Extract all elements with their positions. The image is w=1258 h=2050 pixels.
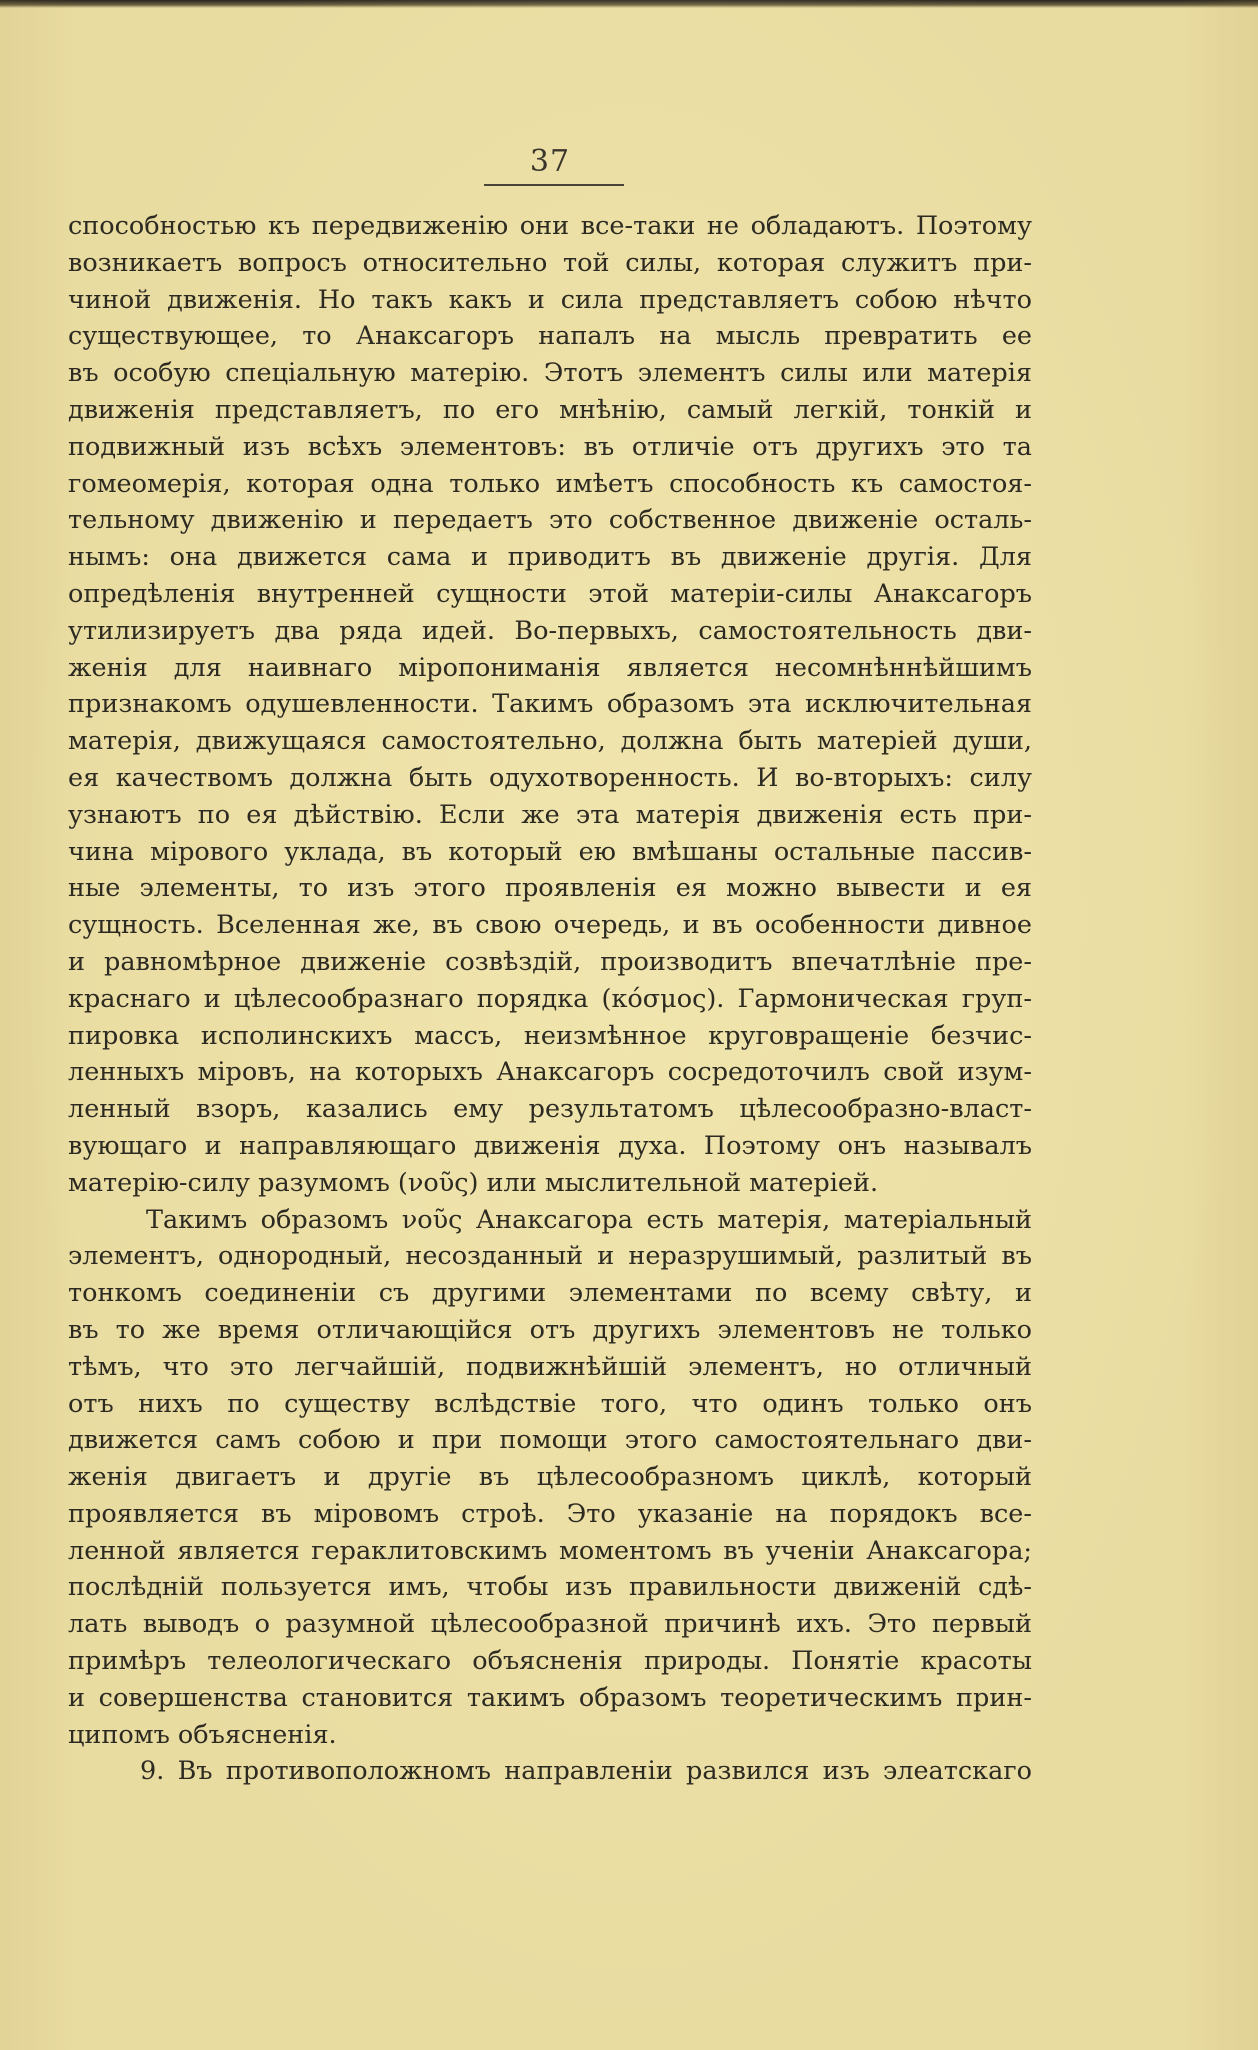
text-line-section-start: 9. Въ противоположномъ направленіи развился изъ элеатскаго — [140, 1756, 1032, 1787]
text-line: возникаетъ вопросъ относительно той силы, которая служитъ при- — [68, 247, 1032, 278]
text-line: узнаютъ по ея дѣйствію. Если же эта матерія движенія есть при- — [68, 799, 1032, 830]
text-line: и совершенства становится такимъ образомъ теоретическимъ прин- — [68, 1682, 1032, 1713]
text-line: матерія, движущаяся самостоятельно, должна быть матеріей души, — [68, 726, 1032, 757]
text-line: проявляется въ міровомъ строѣ. Это указаніе на порядокъ все- — [68, 1498, 1032, 1529]
text-line: лать выводъ о разумной цѣлесообразной причинѣ ихъ. Это первый — [68, 1609, 1032, 1640]
text-line-paragraph-start: Такимъ образомъ νοῦς Анаксагора есть матерія, матеріальный — [146, 1204, 1032, 1235]
text-line: пировка исполинскихъ массъ, неизмѣнное круговращеніе безчис- — [68, 1020, 1032, 1051]
text-line: существующее, то Анаксагоръ напалъ на мысль превратить ее — [68, 321, 1032, 352]
text-line: отъ нихъ по существу вслѣдствіе того, что одинъ только онъ — [68, 1388, 1032, 1419]
text-line: ленныхъ міровъ, на которыхъ Анаксагоръ сосредоточилъ свой изум- — [68, 1057, 1032, 1088]
text-line: въ особую спеціальную матерію. Этотъ элементъ силы или матерія — [68, 358, 1032, 389]
text-line: элементъ, однородный, несозданный и неразрушимый, разлитый въ — [68, 1241, 1032, 1272]
text-line: подвижный изъ всѣхъ элементовъ: въ отличіе отъ другихъ это та — [68, 431, 1032, 462]
text-line: примѣръ телеологическаго объясненія природы. Понятіе красоты — [68, 1646, 1032, 1677]
text-line: краснаго и цѣлесообразнаго порядка (κόσμος). Гармоническая груп- — [68, 983, 1032, 1014]
body-text — [68, 208, 1032, 1790]
text-line: женія двигаетъ и другіе въ цѣлесообразномъ циклѣ, который — [68, 1462, 1032, 1493]
text-line: ные элементы, то изъ этого проявленія ея можно вывести и ея — [68, 873, 1032, 904]
text-line: признакомъ одушевленности. Такимъ образомъ эта исключительная — [68, 689, 1032, 720]
text-line: тѣмъ, что это легчайшій, подвижнѣйшій элементъ, но отличный — [68, 1351, 1032, 1382]
text-line: ленной является гераклитовскимъ моментомъ въ ученіи Анаксагора; — [68, 1535, 1032, 1566]
text-line: чиной движенія. Но такъ какъ и сила представляетъ собою нѣчто — [68, 284, 1032, 315]
text-line: и равномѣрное движеніе созвѣздій, производитъ впечатлѣніе пре- — [68, 946, 1032, 977]
text-line: тельному движенію и передаетъ это собственное движеніе осталь- — [68, 505, 1032, 536]
text-line-paragraph-end: ципомъ объясненія. — [68, 1719, 337, 1750]
text-line: движется самъ собою и при помощи этого самостоятельнаго дви- — [68, 1425, 1032, 1456]
page-number-rule — [484, 184, 624, 186]
page-number: 37 — [529, 144, 571, 179]
text-line: сущность. Вселенная же, въ свою очередь, и въ особенности дивное — [68, 910, 1032, 941]
text-line: утилизируетъ два ряда идей. Во-первыхъ, самостоятельность дви- — [68, 615, 1032, 646]
text-line: гомеомерія, которая одна только имѣетъ способность къ самостоя- — [68, 468, 1032, 499]
text-line: женія для наивнаго міропониманія является несомнѣннѣйшимъ — [68, 652, 1032, 683]
text-line: движенія представляетъ, по его мнѣнію, самый легкій, тонкій и — [68, 394, 1032, 425]
text-line: ея качествомъ должна быть одухотворенность. И во-вторыхъ: силу — [68, 762, 1032, 793]
text-line: нымъ: она движется сама и приводитъ въ движеніе другія. Для — [68, 542, 1032, 573]
text-line: способностью къ передвиженію они все-таки не обладаютъ. Поэтому — [68, 211, 1032, 241]
text-line: опредѣленія внутренней сущности этой матеріи-силы Анаксагоръ — [68, 578, 1032, 609]
text-line: въ то же время отличающійся отъ другихъ элементовъ не только — [68, 1314, 1032, 1345]
text-line: вующаго и направляющаго движенія духа. Поэтому онъ называлъ — [68, 1130, 1032, 1161]
text-line: тонкомъ соединеніи съ другими элементами по всему свѣту, и — [68, 1278, 1032, 1309]
text-line: чина мірового уклада, въ который ею вмѣшаны остальные пассив- — [68, 836, 1032, 867]
text-line-paragraph-end: матерію-силу разумомъ (νοῦς) или мыслительной матеріей. — [68, 1167, 879, 1198]
text-line: ленный взоръ, казались ему результатомъ цѣлесообразно-власт- — [68, 1094, 1032, 1125]
text-line: послѣдній пользуется имъ, чтобы изъ правильности движеній сдѣ- — [68, 1572, 1032, 1603]
